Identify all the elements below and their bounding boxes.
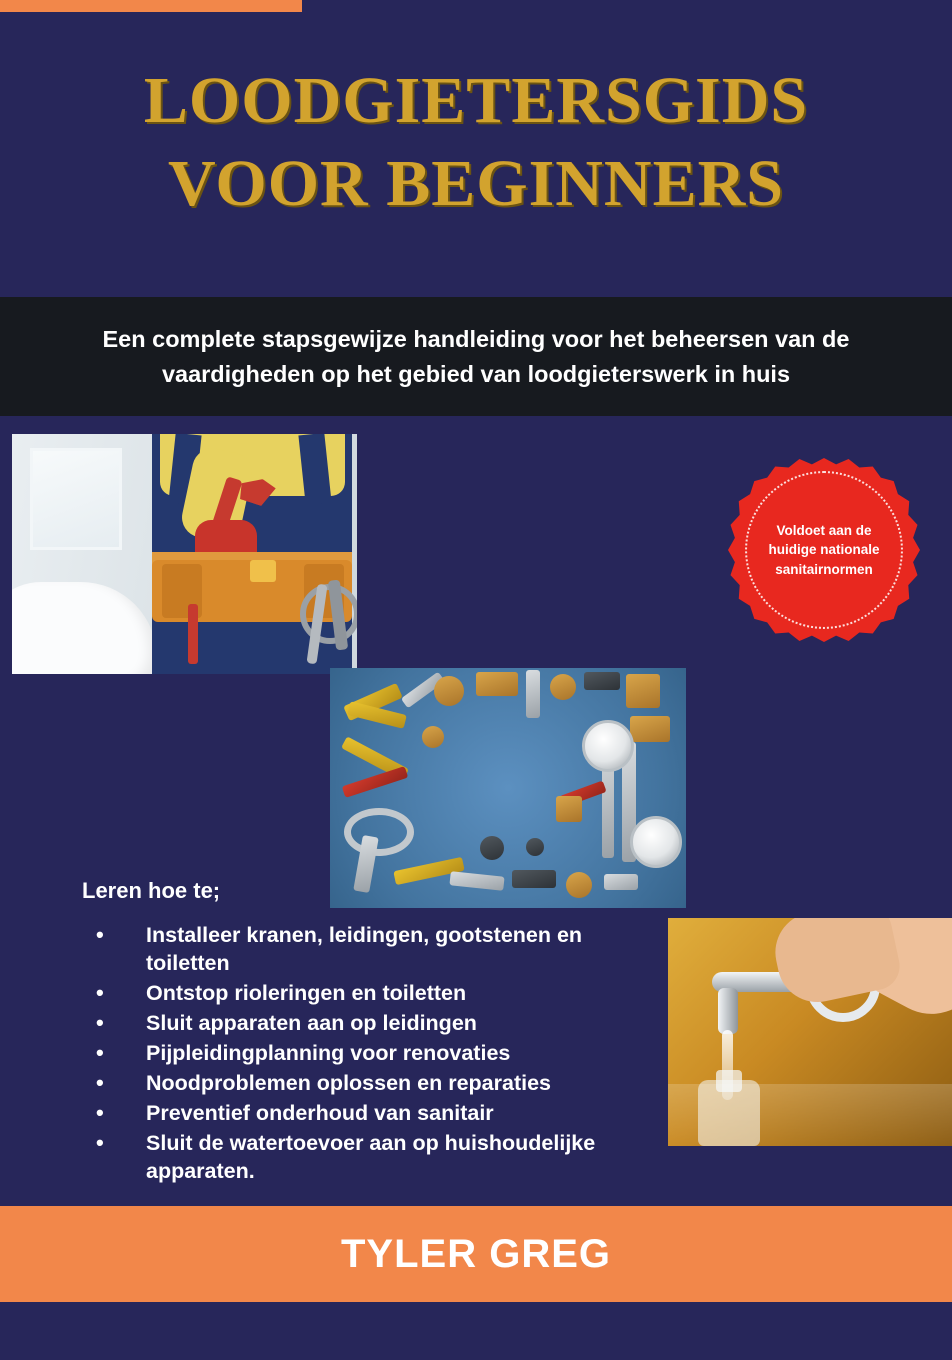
faucet-spout-icon <box>718 988 738 1034</box>
title-line-2: VOOR BEGINNERS <box>168 146 784 220</box>
tools-photo <box>330 668 686 908</box>
author-name: TYLER GREG <box>340 1231 612 1276</box>
page-title <box>0 60 952 225</box>
pressure-gauge-icon <box>630 816 682 868</box>
feature-list <box>88 922 648 1187</box>
brass-nut-icon <box>550 674 576 700</box>
list-item: • Sluit apparaten aan op leidingen <box>88 1010 648 1038</box>
wrench-ring-icon <box>344 808 414 856</box>
tap-photo <box>668 918 952 1146</box>
brass-nut-icon <box>422 726 444 748</box>
list-item: • Pijpleidingplanning voor renovaties <box>88 1040 648 1068</box>
brass-fitting-icon <box>434 676 464 706</box>
plumber-photo <box>12 434 357 674</box>
list-item: • Preventief onderhoud van sanitair <box>88 1100 648 1128</box>
title-line-1: LOODGIETERSGIDS <box>143 64 809 137</box>
top-accent-bar <box>0 0 302 12</box>
list-item: • Noodproblemen oplossen en reparaties <box>88 1070 648 1098</box>
washer-icon <box>480 836 504 860</box>
hammer-icon <box>512 870 556 888</box>
learn-heading: Leren hoe te; <box>82 878 221 903</box>
list-item: • Ontstop rioleringen en toiletten <box>88 980 648 1008</box>
pressure-gauge-icon <box>582 720 634 772</box>
badge-label: Voldoet aan de huidige nationale sanitairnormen <box>768 522 880 577</box>
brass-coupling-icon <box>476 672 518 696</box>
ball-valve-icon <box>556 796 582 822</box>
pipe-icon <box>526 670 540 718</box>
washer-icon <box>526 838 544 856</box>
badge-ring <box>745 471 903 629</box>
belt-tool <box>188 604 198 664</box>
subtitle-band <box>0 297 952 416</box>
window-shape <box>30 448 122 550</box>
author-band <box>0 1206 952 1302</box>
status-badge <box>728 454 920 646</box>
brass-valve-icon <box>626 674 660 708</box>
bottle-shape <box>698 1080 760 1146</box>
brass-fitting-icon <box>630 716 670 742</box>
list-item: • Sluit de watertoevoer aan op huishoudelijke apparaten. <box>88 1130 648 1186</box>
bottom-strip <box>0 1302 952 1360</box>
subtitle-text: Een complete stapsgewijze handleiding voor het beheersen van de vaardigheden op het gebied van loodgieterswerk in huis <box>102 326 850 387</box>
clamp-icon <box>584 672 620 690</box>
belt-buckle <box>250 560 276 582</box>
list-item: • Installeer kranen, leidingen, gootstenen en toiletten <box>88 922 648 978</box>
brass-nut-icon <box>566 872 592 898</box>
connector-icon <box>604 874 638 890</box>
